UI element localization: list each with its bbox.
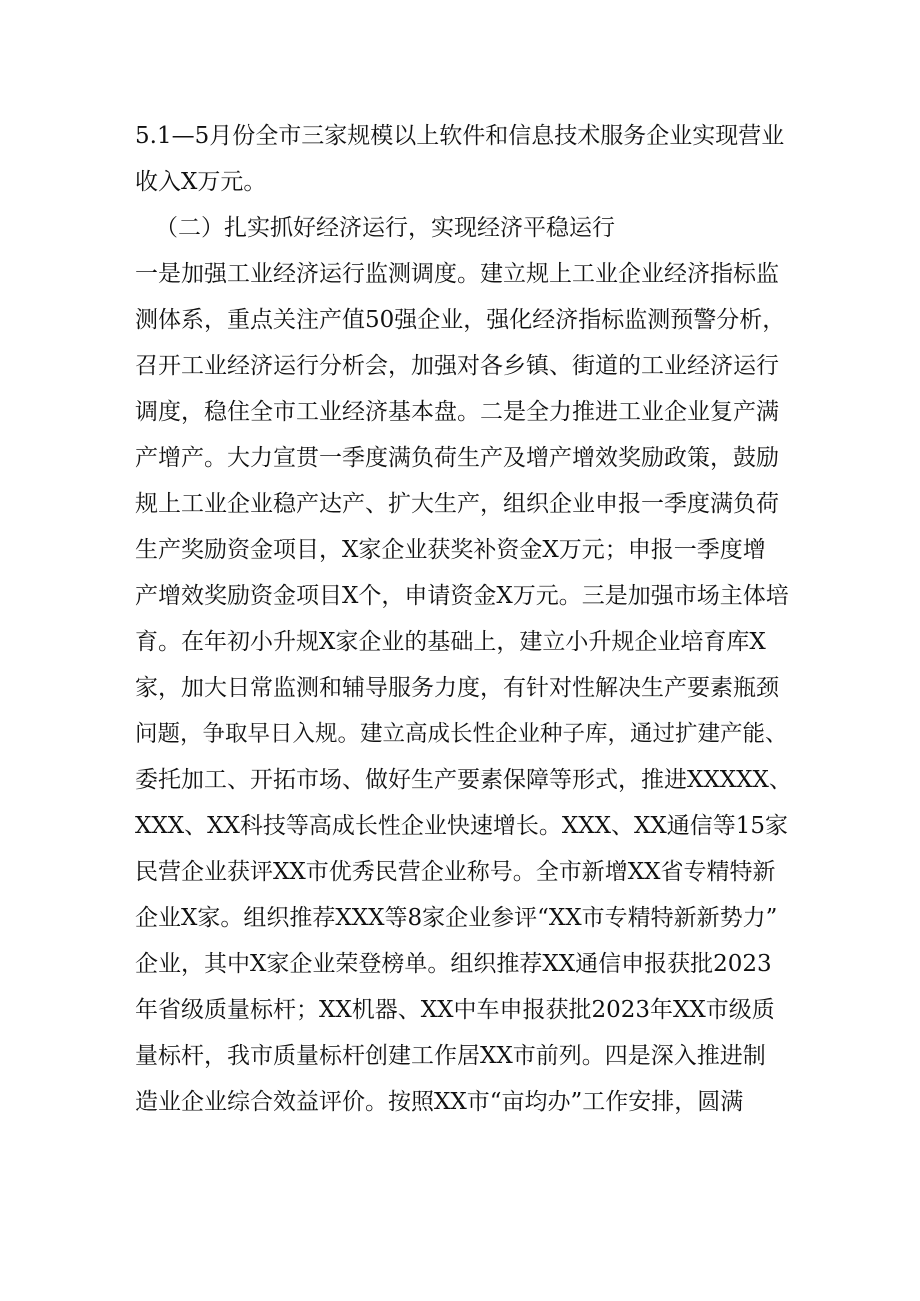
text-line: 测体系，重点关注产值50强企业，强化经济指标监测预警分析， (135, 307, 786, 333)
text-line: 企业，其中X家企业荣登榜单。组织推荐XX通信申报获批2023 (135, 951, 772, 977)
text-line: 一是加强工业经济运行监测调度。建立规上工业企业经济指标监 (135, 261, 779, 287)
text-line: 量标杆，我市质量标杆创建工作居XX市前列。四是深入推进制 (135, 1043, 766, 1069)
text-line: 年省级质量标杆；XX机器、XX中车申报获批2023年XX市级质 (135, 997, 775, 1023)
text-line: 造业企业综合效益评价。按照XX市“亩均办”工作安排，圆满 (135, 1089, 744, 1115)
text-line: 生产奖励资金项目，X家企业获奖补资金X万元；申报一季度增 (135, 537, 766, 563)
text-line: 育。在年初小升规X家企业的基础上，建立小升规企业培育库X (135, 629, 766, 655)
text-line: 召开工业经济运行分析会，加强对各乡镇、街道的工业经济运行 (135, 353, 779, 379)
text-line: XXX、XX科技等高成长性企业快速增长。XXX、XX通信等15家 (135, 813, 789, 839)
text-line: 收入X万元。 (135, 169, 267, 195)
text-line: 规上工业企业稳产达产、扩大生产，组织企业申报一季度满负荷 (135, 491, 779, 517)
text-line: 产增产。大力宣贯一季度满负荷生产及增产增效奖励政策，鼓励 (135, 445, 779, 471)
section-heading: （二）扎实抓好经济运行，实现经济平稳运行 (155, 215, 615, 241)
text-line: 问题，争取早日入规。建立高成长性企业种子库，通过扩建产能、 (135, 721, 788, 747)
text-line: 家，加大日常监测和辅导服务力度，有针对性解决生产要素瓶颈 (135, 675, 779, 701)
text-line: 5.1—5月份全市三家规模以上软件和信息技术服务企业实现营业 (135, 123, 785, 149)
text-line: 企业X家。组织推荐XXX等8家企业参评“XX市专精特新新势力” (135, 905, 778, 931)
text-line: 产增效奖励资金项目X个，申请资金X万元。三是加强市场主体培 (135, 583, 789, 609)
text-line: 委托加工、开拓市场、做好生产要素保障等形式，推进XXXXX、 (135, 767, 792, 793)
text-line: 调度，稳住全市工业经济基本盘。二是全力推进工业企业复产满 (135, 399, 779, 425)
text-line: 民营企业获评XX市优秀民营企业称号。全市新增XX省专精特新 (135, 859, 776, 885)
